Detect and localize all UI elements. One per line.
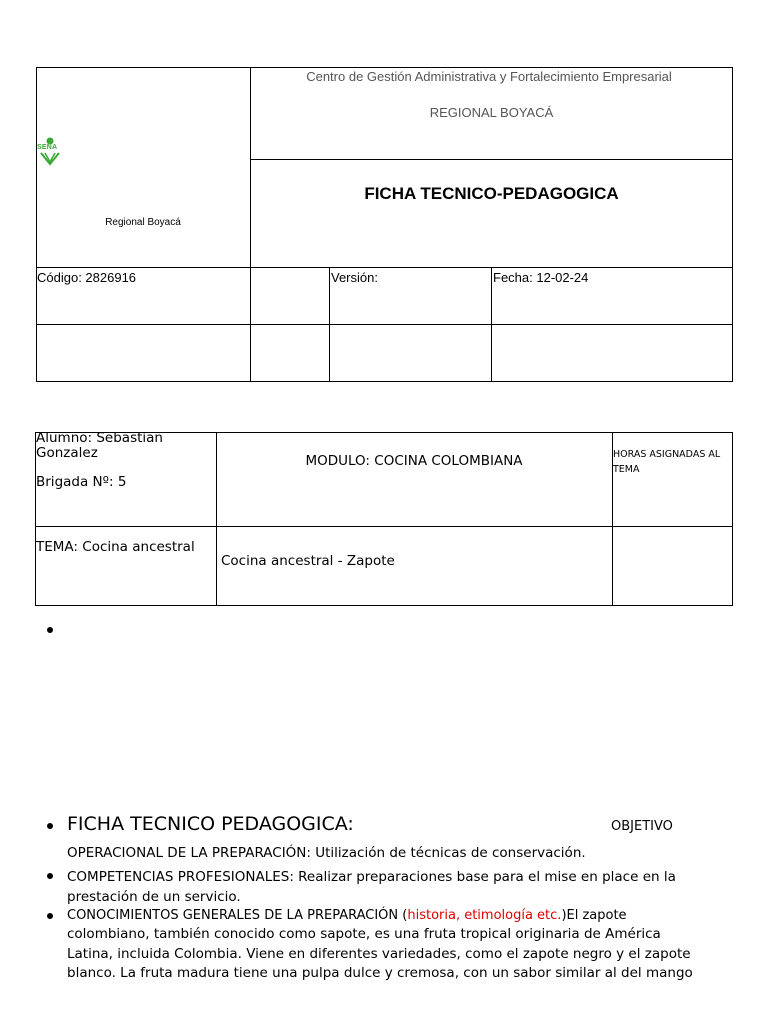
divider [36, 324, 733, 325]
hours-line-2: TEMA [613, 464, 640, 475]
module-title: MODULO: COCINA COLOMBIANA [305, 453, 523, 469]
divider [329, 267, 330, 382]
competencias-line-1: COMPETENCIAS PROFESIONALES: Realizar preparaciones base para el mise en place en la [67, 869, 676, 885]
center-name: Centro de Gestión Administrativa y Fortalecimiento Empresarial [306, 69, 672, 84]
logo-text: SENA [37, 144, 58, 151]
sena-logo [37, 136, 65, 166]
hours-line-1: HORAS ASIGNADAS AL [613, 449, 721, 460]
objetivo-label: OBJETIVO [611, 819, 673, 834]
date-field: Fecha: 12-02-24 [493, 270, 589, 285]
code-field: Código: 2826916 [37, 270, 137, 285]
conocimientos-line-1 [67, 906, 757, 925]
divider [36, 267, 733, 268]
conocimientos-highlight: historia, etimología etc. [407, 908, 562, 923]
conocimientos-line-3: Latina, incluida Colombia. Viene en diferentes variedades, como el zapote negro y el zapote [67, 945, 691, 962]
divider [491, 267, 492, 382]
theme-label: TEMA: Cocina ancestral [36, 539, 195, 555]
subtheme-label: Cocina ancestral - Zapote [221, 553, 395, 569]
divider [35, 526, 733, 527]
bullet [47, 873, 53, 879]
student-name [36, 431, 163, 461]
conocimientos-line-2: colombiano, también conocido como sapote, es una fruta tropical originaria de América [67, 926, 661, 943]
hours-label [613, 447, 720, 477]
brigade: Brigada Nº: 5 [36, 474, 127, 490]
bullet [47, 913, 53, 919]
student-line-2: Gonzalez [36, 445, 98, 461]
bullet [47, 627, 53, 633]
region-label: REGIONAL BOYACÁ [429, 105, 554, 120]
conocimientos-prefix: CONOCIMIENTOS GENERALES DE LA PREPARACIÓN ( [67, 908, 408, 923]
conocimientos-text [67, 906, 757, 983]
divider [250, 159, 733, 160]
ficha-title: FICHA TECNICO PEDAGOGICA: [67, 813, 354, 835]
conocimientos-line-4: blanco. La fruta madura tiene una pulpa dulce y cremosa, con un sabor similar al del mango [67, 964, 693, 981]
competencias-line-2: prestación de un servicio. [67, 889, 241, 905]
document-title: FICHA TECNICO-PEDAGOGICA [364, 184, 619, 203]
logo-caption: Regional Boyacá [105, 217, 181, 228]
competencias-text [67, 867, 757, 907]
objetivo-text: OPERACIONAL DE LA PREPARACIÓN: Utilización de técnicas de conservación. [67, 845, 586, 861]
student-line-1: Alumno: Sebastian [36, 430, 163, 446]
bullet [47, 823, 53, 829]
conocimientos-suffix: )El zapote [561, 908, 627, 923]
version-field: Versión: [331, 270, 378, 285]
